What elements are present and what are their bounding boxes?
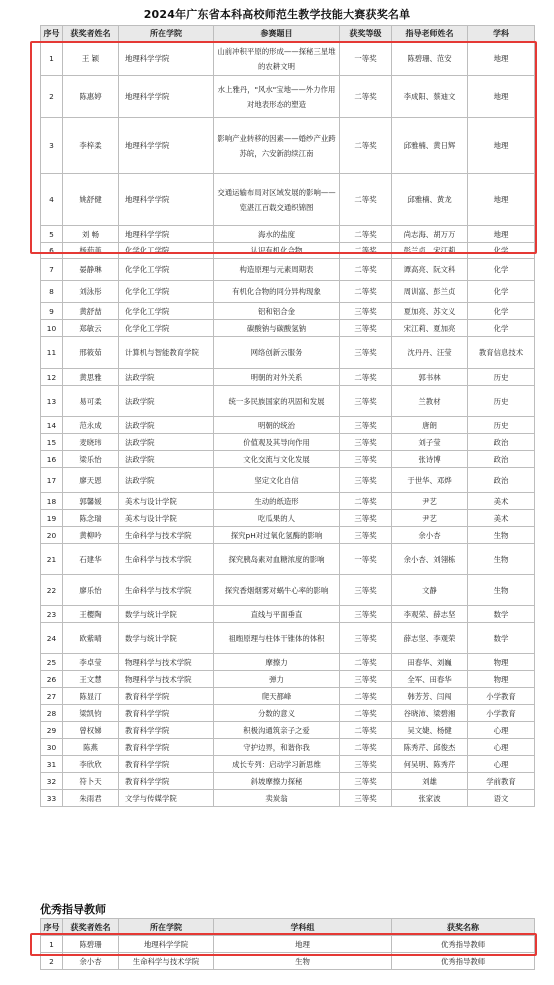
college: 数学与统计学院 (119, 606, 214, 623)
advisor: 余小杏 (392, 527, 468, 544)
topic: 明朝的统治 (214, 417, 340, 434)
awards-table-body (41, 42, 535, 807)
topic: 守护边界，和谐你我 (214, 739, 340, 756)
advisor: 谷晓沛、梁碧湘 (392, 705, 468, 722)
advisor: 沈丹丹、汪莹 (392, 337, 468, 369)
subject: 历史 (468, 369, 535, 386)
award-level: 二等奖 (340, 688, 392, 705)
winner-name: 梁凯钧 (63, 705, 119, 722)
winner-name: 李卓莹 (63, 654, 119, 671)
topic: 影响产业转移的因素——婚纱产业跨苏皖，六安新韵续江南 (214, 118, 340, 174)
subject: 数学 (468, 623, 535, 654)
college: 教育科学学院 (119, 722, 214, 739)
award-level: 三等奖 (340, 527, 392, 544)
advisor: 韩芳芳、闫闯 (392, 688, 468, 705)
college: 数学与统计学院 (119, 623, 214, 654)
subject: 语文 (468, 790, 535, 807)
winner-name: 易可柔 (63, 386, 119, 417)
winner-name: 王樱陶 (63, 606, 119, 623)
table-row (41, 575, 535, 606)
advisor: 余小杏、刘翎栋 (392, 544, 468, 575)
subject: 化学 (468, 281, 535, 303)
winner-name: 范永成 (63, 417, 119, 434)
table-row (41, 493, 535, 510)
award-name: 优秀指导教师 (392, 953, 535, 970)
college: 地理科学学院 (119, 936, 214, 953)
advisor: 尹艺 (392, 493, 468, 510)
subject-group: 生物 (214, 953, 392, 970)
table-row (41, 451, 535, 468)
teachers-section-title: 优秀指导教师 (40, 903, 106, 916)
subject: 化学 (468, 303, 535, 320)
college: 教育科学学院 (119, 688, 214, 705)
topic: 卖炭翁 (214, 790, 340, 807)
award-level: 三等奖 (340, 320, 392, 337)
award-level: 三等奖 (340, 303, 392, 320)
table-row (41, 790, 535, 807)
header-cell: 序号 (41, 26, 63, 42)
award-name: 优秀指导教师 (392, 936, 535, 953)
advisor: 谭高亮、阮文科 (392, 259, 468, 281)
topic: 交通运输布局对区域发展的影响——览湛江百载交通织锦图 (214, 174, 340, 226)
advisor: 刘雄 (392, 773, 468, 790)
winner-name: 李梓柔 (63, 118, 119, 174)
winner-name: 梁乐怡 (63, 451, 119, 468)
row-number: 26 (41, 671, 63, 688)
subject: 生物 (468, 575, 535, 606)
row-number: 28 (41, 705, 63, 722)
award-level: 二等奖 (340, 226, 392, 243)
table-row (41, 320, 535, 337)
advisor: 陈秀芹、邱俊杰 (392, 739, 468, 756)
winner-name: 石建华 (63, 544, 119, 575)
advisor: 刘子莹 (392, 434, 468, 451)
row-number: 33 (41, 790, 63, 807)
header-cell: 获奖者姓名 (63, 26, 119, 42)
table-row (41, 337, 535, 369)
subject: 历史 (468, 386, 535, 417)
college: 法政学院 (119, 386, 214, 417)
advisor: 邱雅楠、黄日辉 (392, 118, 468, 174)
table-row (41, 705, 535, 722)
topic: 斜坡摩擦力探秘 (214, 773, 340, 790)
topic: 明朝的对外关系 (214, 369, 340, 386)
winner-name: 麦晓玮 (63, 434, 119, 451)
advisor: 彭兰贞、宋江莉 (392, 243, 468, 259)
row-number: 19 (41, 510, 63, 527)
topic: 有机化合物的同分异构现象 (214, 281, 340, 303)
table-row (41, 259, 535, 281)
awards-table-header (41, 26, 535, 42)
table-row (41, 773, 535, 790)
table-row (41, 756, 535, 773)
subject: 小学教育 (468, 688, 535, 705)
college: 计算机与智能教育学院 (119, 337, 214, 369)
subject: 地理 (468, 42, 535, 76)
header-cell: 所在学院 (119, 26, 214, 42)
table-row (41, 671, 535, 688)
college: 化学化工学院 (119, 259, 214, 281)
advisor: 田春华、刘巍 (392, 654, 468, 671)
advisor: 张诗博 (392, 451, 468, 468)
college: 生命科学与技术学院 (119, 575, 214, 606)
advisor: 张家波 (392, 790, 468, 807)
row-number: 29 (41, 722, 63, 739)
advisor: 全军、田春华 (392, 671, 468, 688)
college: 教育科学学院 (119, 739, 214, 756)
table-row (41, 606, 535, 623)
table-row (41, 417, 535, 434)
award-level: 二等奖 (340, 76, 392, 118)
table-row (41, 42, 535, 76)
table-row (41, 468, 535, 493)
award-level: 二等奖 (340, 281, 392, 303)
row-number: 2 (41, 76, 63, 118)
table-row (41, 688, 535, 705)
table-row (41, 654, 535, 671)
table-row (41, 722, 535, 739)
topic: 祖暅原理与柱体干锥体的体积 (214, 623, 340, 654)
table-row (41, 76, 535, 118)
row-number: 30 (41, 739, 63, 756)
winner-name: 杨茹菲 (63, 243, 119, 259)
college: 地理科学学院 (119, 42, 214, 76)
table-row (41, 623, 535, 654)
row-number: 20 (41, 527, 63, 544)
table-row (41, 527, 535, 544)
topic: 文化交流与文化发展 (214, 451, 340, 468)
row-number: 5 (41, 226, 63, 243)
subject: 心理 (468, 722, 535, 739)
winner-name: 晏静琳 (63, 259, 119, 281)
topic: 积极沟通筑亲子之爱 (214, 722, 340, 739)
row-number: 17 (41, 468, 63, 493)
subject: 小学教育 (468, 705, 535, 722)
award-level: 三等奖 (340, 623, 392, 654)
college: 生命科学与技术学院 (119, 953, 214, 970)
topic: 海水的盐度 (214, 226, 340, 243)
advisor: 李成阳、蔡迪文 (392, 76, 468, 118)
college: 地理科学学院 (119, 226, 214, 243)
award-level: 三等奖 (340, 386, 392, 417)
topic: 探究pH对过氧化氢酶的影响 (214, 527, 340, 544)
college: 生命科学与技术学院 (119, 527, 214, 544)
advisor: 郭书林 (392, 369, 468, 386)
winner-name: 朱雨君 (63, 790, 119, 807)
advisor: 宋江莉、夏加亮 (392, 320, 468, 337)
college: 生命科学与技术学院 (119, 544, 214, 575)
table-row (41, 243, 535, 259)
topic: 网络创新云服务 (214, 337, 340, 369)
award-level: 三等奖 (340, 606, 392, 623)
subject: 政治 (468, 451, 535, 468)
winner-name: 黄思雅 (63, 369, 119, 386)
college: 物理科学与技术学院 (119, 654, 214, 671)
college: 化学化工学院 (119, 281, 214, 303)
advisor: 薛志坚、李观荣 (392, 623, 468, 654)
college: 物理科学与技术学院 (119, 671, 214, 688)
college: 地理科学学院 (119, 118, 214, 174)
topic: 摩擦力 (214, 654, 340, 671)
row-number: 1 (41, 936, 63, 953)
row-number: 6 (41, 243, 63, 259)
winner-name: 郭馨媛 (63, 493, 119, 510)
row-number: 24 (41, 623, 63, 654)
winner-name: 曾权娣 (63, 722, 119, 739)
award-level: 三等奖 (340, 575, 392, 606)
topic: 认识有机化合物 (214, 243, 340, 259)
row-number: 12 (41, 369, 63, 386)
college: 教育科学学院 (119, 756, 214, 773)
winner-name: 陈念瑞 (63, 510, 119, 527)
header-cell: 学科 (468, 26, 535, 42)
subject: 物理 (468, 671, 535, 688)
college: 法政学院 (119, 417, 214, 434)
winner-name: 黄柳吟 (63, 527, 119, 544)
table-row (41, 118, 535, 174)
row-number: 8 (41, 281, 63, 303)
advisor: 兰教材 (392, 386, 468, 417)
topic: 探究香烟烟雾对蜗牛心率的影响 (214, 575, 340, 606)
award-level: 一等奖 (340, 42, 392, 76)
teacher-header-cell: 所在学院 (119, 919, 214, 936)
row-number: 31 (41, 756, 63, 773)
award-level: 三等奖 (340, 468, 392, 493)
subject: 地理 (468, 76, 535, 118)
topic: 直线与平面垂直 (214, 606, 340, 623)
topic: 铝和铝合金 (214, 303, 340, 320)
subject: 化学 (468, 320, 535, 337)
subject: 政治 (468, 434, 535, 451)
winner-name: 欧紫晴 (63, 623, 119, 654)
college: 地理科学学院 (119, 76, 214, 118)
advisor: 唐朗 (392, 417, 468, 434)
winner-name: 郑敏云 (63, 320, 119, 337)
winner-name: 王 颖 (63, 42, 119, 76)
teacher-row (41, 936, 535, 953)
teacher-name: 余小杏 (63, 953, 119, 970)
row-number: 4 (41, 174, 63, 226)
row-number: 21 (41, 544, 63, 575)
advisor: 夏加亮、苏文义 (392, 303, 468, 320)
topic: 坚定文化自信 (214, 468, 340, 493)
row-number: 2 (41, 953, 63, 970)
subject: 美术 (468, 510, 535, 527)
award-level: 三等奖 (340, 434, 392, 451)
table-row (41, 739, 535, 756)
table-row (41, 510, 535, 527)
row-number: 1 (41, 42, 63, 76)
table-row (41, 226, 535, 243)
topic: 价值观及其导向作用 (214, 434, 340, 451)
college: 美术与设计学院 (119, 510, 214, 527)
row-number: 16 (41, 451, 63, 468)
subject: 生物 (468, 544, 535, 575)
subject: 历史 (468, 417, 535, 434)
subject: 教育信息技术 (468, 337, 535, 369)
winner-name: 陈惠婷 (63, 76, 119, 118)
winner-name: 姚舒健 (63, 174, 119, 226)
award-level: 三等奖 (340, 790, 392, 807)
teacher-header-cell: 学科组 (214, 919, 392, 936)
award-level: 二等奖 (340, 259, 392, 281)
winner-name: 李欣欣 (63, 756, 119, 773)
college: 教育科学学院 (119, 773, 214, 790)
header-cell: 指导老师姓名 (392, 26, 468, 42)
table-row (41, 369, 535, 386)
college: 文学与传媒学院 (119, 790, 214, 807)
row-number: 32 (41, 773, 63, 790)
topic: 探究胰岛素对血糖浓度的影响 (214, 544, 340, 575)
topic: 成长专列：启动学习新思维 (214, 756, 340, 773)
subject: 化学 (468, 259, 535, 281)
row-number: 11 (41, 337, 63, 369)
advisor: 李观荣、薛志坚 (392, 606, 468, 623)
college: 化学化工学院 (119, 303, 214, 320)
subject: 地理 (468, 174, 535, 226)
advisor: 吴文婕、杨健 (392, 722, 468, 739)
advisor: 邱雅楠、黄龙 (392, 174, 468, 226)
topic: 山前冲积平原的形成——探秘三星堆的农耕文明 (214, 42, 340, 76)
award-level: 三等奖 (340, 337, 392, 369)
college: 法政学院 (119, 369, 214, 386)
college: 地理科学学院 (119, 174, 214, 226)
winner-name: 邢筱茹 (63, 337, 119, 369)
subject: 美术 (468, 493, 535, 510)
award-level: 三等奖 (340, 417, 392, 434)
college: 法政学院 (119, 468, 214, 493)
award-level: 三等奖 (340, 671, 392, 688)
table-row (41, 281, 535, 303)
topic: 生动的纸造形 (214, 493, 340, 510)
subject: 数学 (468, 606, 535, 623)
winner-name: 陈燕 (63, 739, 119, 756)
subject: 学前教育 (468, 773, 535, 790)
award-level: 三等奖 (340, 451, 392, 468)
header-cell: 获奖等级 (340, 26, 392, 42)
teacher-header-cell: 获奖名称 (392, 919, 535, 936)
topic: 分数的意义 (214, 705, 340, 722)
award-level: 二等奖 (340, 739, 392, 756)
topic: 水上雅丹，"风水"宝地——外力作用对地表形态的塑造 (214, 76, 340, 118)
subject: 心理 (468, 756, 535, 773)
advisor: 于世华、邓烨 (392, 468, 468, 493)
subject: 政治 (468, 468, 535, 493)
college: 法政学院 (119, 434, 214, 451)
topic: 碳酸钠与碳酸氢钠 (214, 320, 340, 337)
topic: 构造原理与元素周期表 (214, 259, 340, 281)
award-level: 二等奖 (340, 705, 392, 722)
advisor: 文静 (392, 575, 468, 606)
teacher-header-cell: 获奖者姓名 (63, 919, 119, 936)
subject: 地理 (468, 226, 535, 243)
row-number: 14 (41, 417, 63, 434)
winner-name: 符卜天 (63, 773, 119, 790)
row-number: 25 (41, 654, 63, 671)
advisor: 尹艺 (392, 510, 468, 527)
award-level: 三等奖 (340, 773, 392, 790)
row-number: 9 (41, 303, 63, 320)
subject: 心理 (468, 739, 535, 756)
advisor: 陈碧珊、范安 (392, 42, 468, 76)
row-number: 3 (41, 118, 63, 174)
subject: 地理 (468, 118, 535, 174)
award-level: 二等奖 (340, 174, 392, 226)
row-number: 13 (41, 386, 63, 417)
winner-name: 廖天恩 (63, 468, 119, 493)
award-level: 二等奖 (340, 722, 392, 739)
award-level: 三等奖 (340, 756, 392, 773)
winner-name: 刘 畅 (63, 226, 119, 243)
college: 化学化工学院 (119, 320, 214, 337)
topic: 统一多民族国家的巩固和发展 (214, 386, 340, 417)
award-level: 二等奖 (340, 118, 392, 174)
topic: 吃瓜果的人 (214, 510, 340, 527)
subject: 化学 (468, 243, 535, 259)
college: 法政学院 (119, 451, 214, 468)
row-number: 18 (41, 493, 63, 510)
college: 美术与设计学院 (119, 493, 214, 510)
table-row (41, 174, 535, 226)
teachers-table (40, 918, 535, 970)
winner-name: 廖乐怡 (63, 575, 119, 606)
award-level: 二等奖 (340, 654, 392, 671)
table-row (41, 386, 535, 417)
winner-name: 黄舒喆 (63, 303, 119, 320)
topic: 弹力 (214, 671, 340, 688)
table-row (41, 303, 535, 320)
topic: 爬天都峰 (214, 688, 340, 705)
teacher-row (41, 953, 535, 970)
row-number: 23 (41, 606, 63, 623)
row-number: 7 (41, 259, 63, 281)
teacher-header-cell: 序号 (41, 919, 63, 936)
subject: 物理 (468, 654, 535, 671)
awards-table (40, 25, 535, 807)
page-title: 2024年广东省本科高校师范生教学技能大赛获奖名单 (143, 8, 411, 21)
row-number: 10 (41, 320, 63, 337)
winner-name: 陈显汀 (63, 688, 119, 705)
winner-name: 王文慧 (63, 671, 119, 688)
row-number: 15 (41, 434, 63, 451)
award-level: 一等奖 (340, 544, 392, 575)
award-level: 二等奖 (340, 243, 392, 259)
advisor: 周训富、彭兰贞 (392, 281, 468, 303)
award-level: 二等奖 (340, 493, 392, 510)
advisor: 何吴明、陈秀芹 (392, 756, 468, 773)
college: 教育科学学院 (119, 705, 214, 722)
winner-name: 刘泳彤 (63, 281, 119, 303)
award-level: 二等奖 (340, 369, 392, 386)
header-cell: 参赛题目 (214, 26, 340, 42)
table-row (41, 434, 535, 451)
subject-group: 地理 (214, 936, 392, 953)
row-number: 27 (41, 688, 63, 705)
award-level: 三等奖 (340, 510, 392, 527)
advisor: 尚志海、胡万万 (392, 226, 468, 243)
college: 化学化工学院 (119, 243, 214, 259)
row-number: 22 (41, 575, 63, 606)
teacher-name: 陈碧珊 (63, 936, 119, 953)
table-row (41, 544, 535, 575)
subject: 生物 (468, 527, 535, 544)
